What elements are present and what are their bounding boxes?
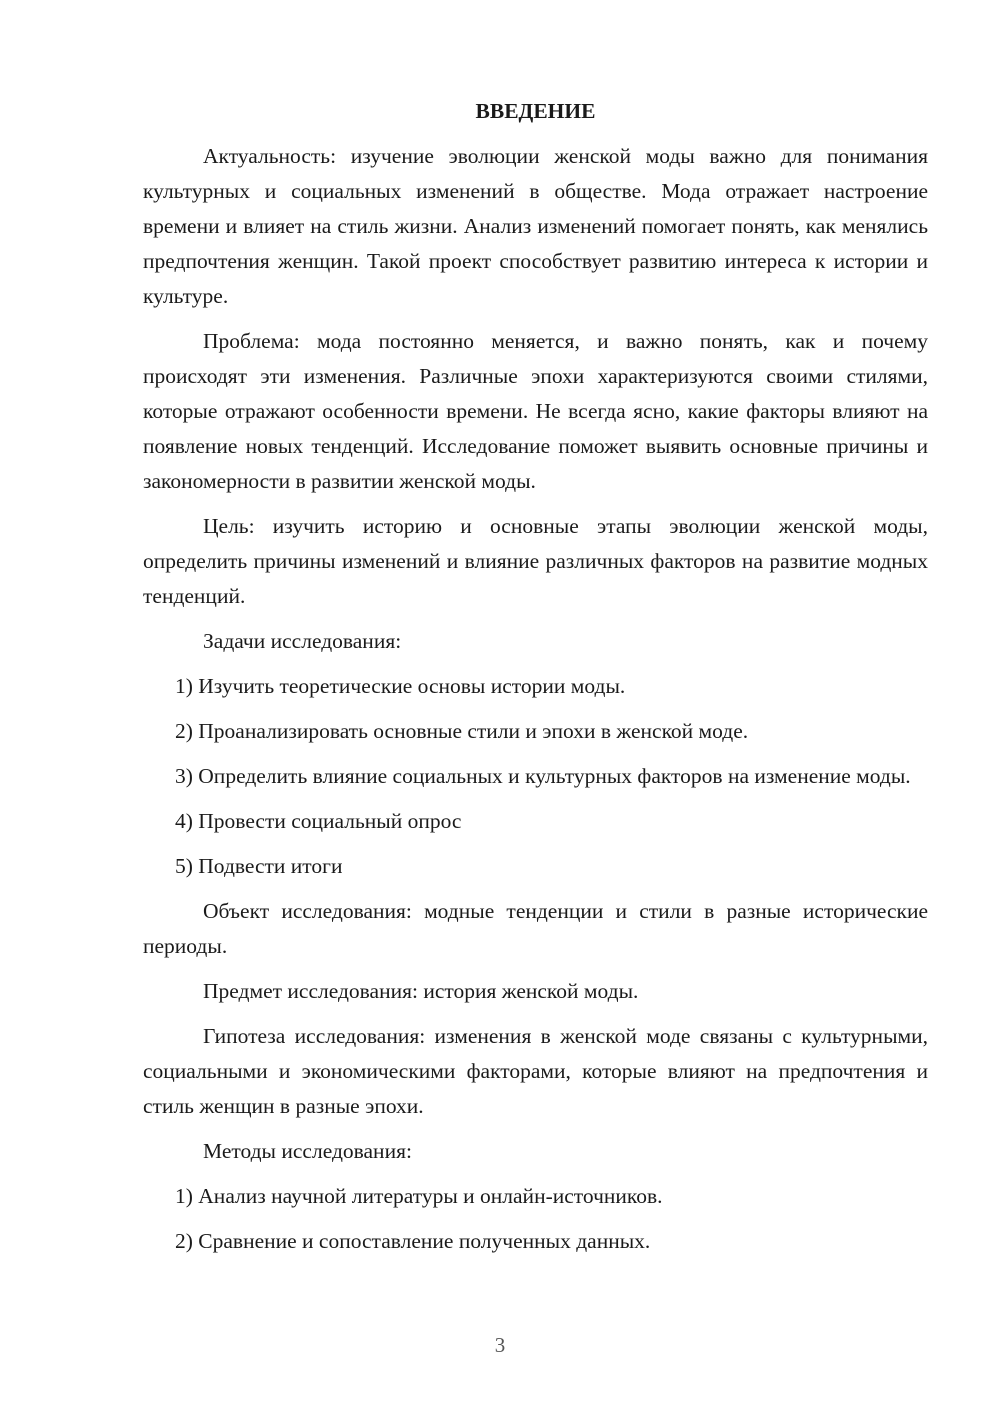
task-item: 5) Подвести итоги xyxy=(175,854,343,878)
goal-paragraph: Цель: изучить историю и основные этапы эволюции женской моды, определить причины изменений и влияние различных факторов на развитие модных тенденций. xyxy=(143,514,928,608)
task-item: 1) Изучить теоретические основы истории моды. xyxy=(175,674,626,698)
hypothesis-paragraph: Гипотеза исследования: изменения в женской моде связаны с культурными, социальными и экономическими факторами, которые влияют на предпочтения и стиль женщин в разные эпохи. xyxy=(143,1024,928,1118)
tasks-heading: Задачи исследования: xyxy=(203,629,402,653)
relevance-paragraph: Актуальность: изучение эволюции женской моды важно для понимания культурных и социальных изменений в обществе. Мода отражает настроение времени и влияет на стиль жизни. Анализ изменений помогает понять, как менялись предпочтения женщин. Такой проект способствует развитию интереса к истории и культуре. xyxy=(143,144,928,308)
methods-heading: Методы исследования: xyxy=(203,1139,412,1163)
subject-paragraph: Предмет исследования: история женской моды. xyxy=(203,979,639,1003)
section-heading: ВВЕДЕНИЕ xyxy=(475,99,596,123)
method-item: 1) Анализ научной литературы и онлайн-источников. xyxy=(175,1184,663,1208)
document-page xyxy=(143,96,928,1269)
task-item: 2) Проанализировать основные стили и эпохи в женской моде. xyxy=(175,719,749,743)
object-paragraph: Объект исследования: модные тенденции и стили в разные исторические периоды. xyxy=(143,899,928,958)
task-item: 4) Провести социальный опрос xyxy=(175,809,462,833)
method-item: 2) Сравнение и сопоставление полученных данных. xyxy=(175,1229,651,1253)
task-item: 3) Определить влияние социальных и культурных факторов на изменение моды. xyxy=(175,764,911,788)
page-number: 3 xyxy=(494,1333,506,1357)
problem-paragraph: Проблема: мода постоянно меняется, и важно понять, как и почему происходят эти изменения. Различные эпохи характеризуются своими стилями, которые отражают особенности времени. Не всегда ясно, какие факторы влияют на появление новых тенденций. Исследование поможет выявить основные причины и закономерности в развитии женской моды. xyxy=(143,329,928,493)
